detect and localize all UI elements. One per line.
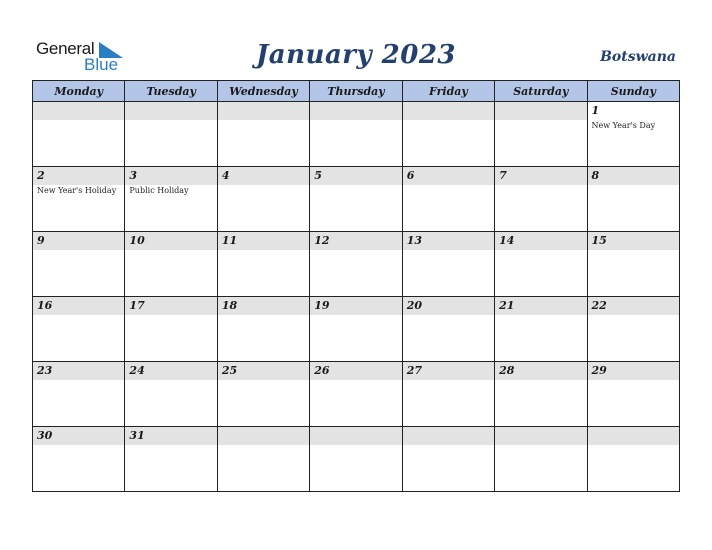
day-cell xyxy=(125,102,217,167)
day-number xyxy=(218,427,309,445)
day-cell xyxy=(495,232,587,297)
day-number: 26 xyxy=(310,362,401,380)
weekday-header: Thursday xyxy=(310,81,402,102)
day-number xyxy=(403,102,494,120)
day-number: 1 xyxy=(588,102,679,120)
day-number: 22 xyxy=(588,297,679,315)
day-cell xyxy=(310,167,402,232)
day-number: 13 xyxy=(403,232,494,250)
day-cell xyxy=(402,297,494,362)
weekday-header-row xyxy=(33,81,680,102)
day-cell xyxy=(33,232,125,297)
day-cell xyxy=(495,102,587,167)
day-number: 7 xyxy=(495,167,586,185)
day-number: 21 xyxy=(495,297,586,315)
day-number xyxy=(495,102,586,120)
day-cell xyxy=(33,297,125,362)
day-cell xyxy=(33,427,125,492)
day-number: 17 xyxy=(125,297,216,315)
week-row xyxy=(33,167,680,232)
day-number: 20 xyxy=(403,297,494,315)
day-cell xyxy=(33,167,125,232)
day-cell xyxy=(587,102,679,167)
day-number: 11 xyxy=(218,232,309,250)
day-number: 4 xyxy=(218,167,309,185)
day-cell xyxy=(587,362,679,427)
weekday-header: Sunday xyxy=(587,81,679,102)
day-cell xyxy=(310,427,402,492)
day-cell xyxy=(125,427,217,492)
day-cell xyxy=(402,102,494,167)
day-cell xyxy=(495,167,587,232)
day-number: 18 xyxy=(218,297,309,315)
day-number: 6 xyxy=(403,167,494,185)
day-cell xyxy=(310,297,402,362)
day-cell xyxy=(310,362,402,427)
day-cell xyxy=(495,297,587,362)
day-cell xyxy=(402,167,494,232)
day-number xyxy=(310,102,401,120)
calendar-title: January 2023 xyxy=(255,40,457,70)
day-number: 9 xyxy=(33,232,124,250)
day-number xyxy=(403,427,494,445)
day-cell xyxy=(217,427,309,492)
day-cell xyxy=(125,167,217,232)
day-cell xyxy=(33,362,125,427)
day-number xyxy=(218,102,309,120)
week-row xyxy=(33,427,680,492)
day-number: 10 xyxy=(125,232,216,250)
day-number: 16 xyxy=(33,297,124,315)
day-number xyxy=(588,427,679,445)
week-row xyxy=(33,297,680,362)
day-cell xyxy=(125,297,217,362)
weekday-header: Wednesday xyxy=(217,81,309,102)
holiday-label: New Year's Day xyxy=(591,121,656,130)
day-number xyxy=(495,427,586,445)
day-number: 28 xyxy=(495,362,586,380)
day-number: 27 xyxy=(403,362,494,380)
day-cell xyxy=(33,102,125,167)
day-number: 31 xyxy=(125,427,216,445)
holiday-label: Public Holiday xyxy=(129,186,189,195)
day-cell xyxy=(310,232,402,297)
day-cell xyxy=(310,102,402,167)
week-row xyxy=(33,102,680,167)
day-cell xyxy=(217,297,309,362)
day-number: 19 xyxy=(310,297,401,315)
day-number: 30 xyxy=(33,427,124,445)
day-number xyxy=(33,102,124,120)
day-cell xyxy=(587,167,679,232)
day-cell xyxy=(125,232,217,297)
week-row xyxy=(33,362,680,427)
day-number: 12 xyxy=(310,232,401,250)
logo-text-blue: Blue xyxy=(84,55,119,74)
day-number: 3 xyxy=(125,167,216,185)
day-cell xyxy=(217,167,309,232)
day-cell xyxy=(495,427,587,492)
day-cell xyxy=(217,102,309,167)
day-cell xyxy=(587,427,679,492)
day-number: 15 xyxy=(588,232,679,250)
day-number: 24 xyxy=(125,362,216,380)
day-cell xyxy=(402,362,494,427)
day-number xyxy=(310,427,401,445)
day-number: 14 xyxy=(495,232,586,250)
weekday-header: Saturday xyxy=(495,81,587,102)
day-cell xyxy=(495,362,587,427)
day-cell xyxy=(587,297,679,362)
day-cell xyxy=(217,232,309,297)
logo-text-general: General xyxy=(36,39,95,58)
holiday-label: New Year's Holiday xyxy=(37,186,117,195)
country-label: Botswana xyxy=(600,49,676,65)
day-number: 29 xyxy=(588,362,679,380)
calendar-grid xyxy=(32,80,680,492)
day-cell xyxy=(402,232,494,297)
day-cell xyxy=(402,427,494,492)
weekday-header: Friday xyxy=(402,81,494,102)
day-number: 2 xyxy=(33,167,124,185)
week-row xyxy=(33,232,680,297)
day-cell xyxy=(217,362,309,427)
day-cell xyxy=(587,232,679,297)
day-number: 25 xyxy=(218,362,309,380)
weekday-header: Monday xyxy=(33,81,125,102)
day-number xyxy=(125,102,216,120)
day-number: 8 xyxy=(588,167,679,185)
weekday-header: Tuesday xyxy=(125,81,217,102)
day-cell xyxy=(125,362,217,427)
day-number: 23 xyxy=(33,362,124,380)
day-number: 5 xyxy=(310,167,401,185)
